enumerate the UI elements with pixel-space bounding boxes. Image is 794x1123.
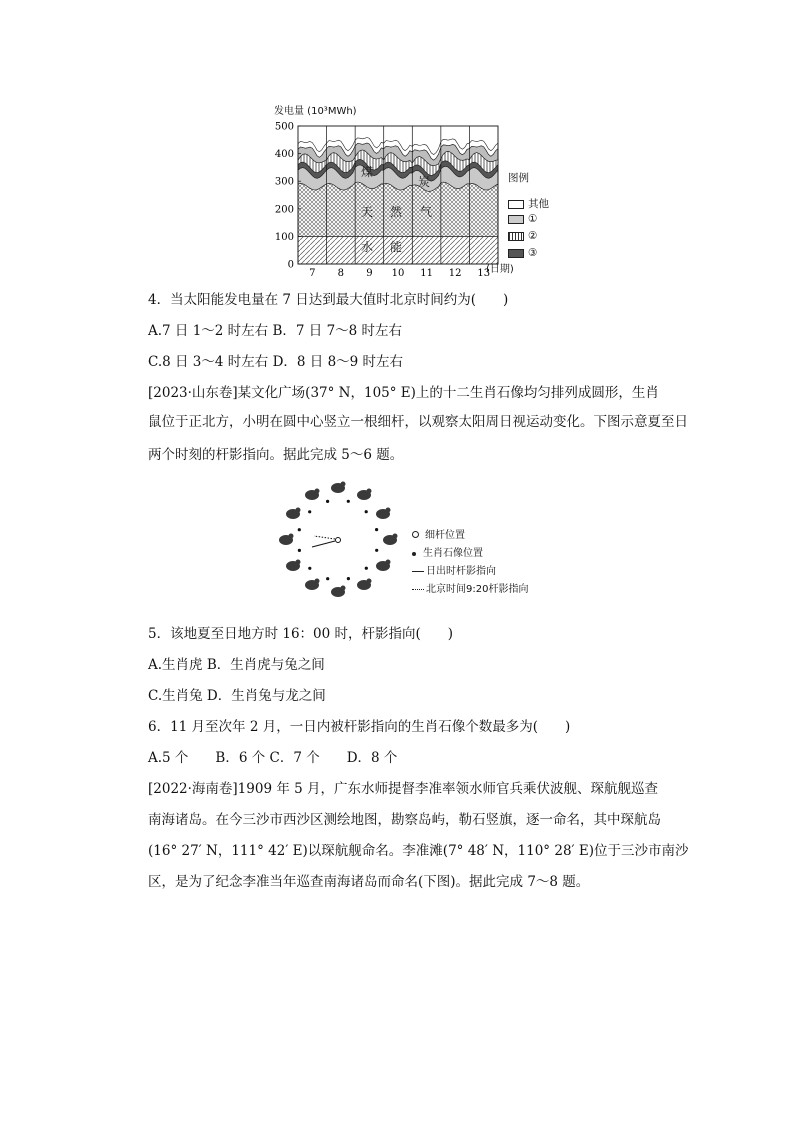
x-tick-label: 8	[337, 268, 345, 279]
area-label: 炭	[417, 175, 431, 189]
statue-dot	[347, 577, 350, 580]
zodiac-legend-pole: 细杆位置	[412, 526, 465, 541]
legend-item-other: 其他	[508, 196, 549, 211]
q6-options: A.5 个 B．6 个 C．7 个 D．8 个	[148, 750, 398, 766]
statue-dot	[308, 510, 311, 513]
zodiac-animal-head	[315, 579, 320, 584]
zodiac-animal-head	[393, 534, 398, 539]
legend-item-1: ①	[508, 213, 537, 225]
x-tick-label: 7	[309, 268, 316, 279]
shadow-920	[314, 536, 335, 539]
zodiac-legend-statue: 生肖石像位置	[412, 544, 483, 559]
q5-options-cd: C.生肖兔 D．生肖兔与龙之间	[148, 688, 326, 704]
area-label: 水	[360, 240, 374, 254]
x-tick-label: 10	[391, 268, 405, 279]
zodiac-legend-sunrise: 日出时杆影指向	[412, 562, 496, 577]
area-label: 天	[360, 205, 374, 219]
statue-dot	[375, 549, 378, 552]
area-label: 然	[389, 205, 403, 219]
pole-position	[336, 538, 341, 543]
statue-dot	[365, 510, 368, 513]
zodiac-figure	[270, 476, 410, 606]
y-tick-label: 100	[274, 231, 294, 243]
y-tick-label: 0	[287, 259, 294, 271]
q4-options-cd: C.8 日 3～4 时左右 D．8 日 8～9 时左右	[148, 354, 404, 370]
zodiac-svg	[270, 476, 410, 606]
x-tick-label: 11	[420, 268, 433, 279]
legend-item-2: ②	[508, 230, 537, 242]
x-tick-label: 12	[448, 268, 462, 279]
zodiac-animal-head	[296, 508, 301, 513]
area-label: 煤	[360, 165, 374, 179]
y-tick-label: 400	[274, 149, 294, 161]
zodiac-animal-head	[341, 586, 346, 591]
zodiac-animal-head	[367, 489, 372, 494]
q6-stem: 6．11 月至次年 2 月，一日内被杆影指向的生肖石像个数最多为( )	[148, 719, 571, 735]
x-tick-label: 13	[477, 268, 491, 279]
y-tick-label: 300	[274, 176, 294, 188]
area-label: 气	[419, 205, 433, 219]
intro2023-line1: [2023·山东卷]某文化广场(37° N，105° E)上的十二生肖石像均匀排列成圆形，生肖	[148, 385, 659, 401]
zodiac-animal-head	[386, 508, 391, 513]
intro2022-line2: 南海诸岛。在今三沙市西沙区测绘地图，勘察岛屿，勒石竖旗，逐一命名，其中琛航岛	[148, 812, 661, 828]
sunrise-shadow	[312, 541, 335, 547]
intro2022-line3: (16° 27′ N，111° 42′ E)以琛航舰命名。李准滩(7° 48′ N，110° 28′ E)位于三沙市南沙	[148, 843, 689, 859]
intro2022-line1: [2022·海南卷]1909 年 5 月，广东水师提督李准率领水师官兵乘伏波舰、琛航舰巡查	[148, 781, 658, 797]
q4-options-ab: A.7 日 1～2 时左右 B．7 日 7～8 时左右	[148, 323, 403, 339]
legend-item-3: ③	[508, 247, 537, 259]
zodiac-animal-head	[386, 560, 391, 565]
statue-dot	[326, 500, 329, 503]
zodiac-animal-head	[341, 482, 346, 487]
zodiac-animal-head	[289, 534, 294, 539]
y-tick-label: 200	[274, 204, 294, 216]
x-unit-label: (日期)	[486, 264, 514, 275]
y-axis-title: 发电量 (10³MWh)	[274, 106, 357, 117]
zodiac-animal-head	[296, 560, 301, 565]
statue-dot	[298, 549, 301, 552]
legend-title: 图例	[508, 172, 529, 184]
statue-dot	[298, 528, 301, 531]
statue-dot	[308, 567, 311, 570]
q4-stem: 4．当太阳能发电量在 7 日达到最大值时北京时间约为( )	[148, 292, 509, 308]
intro2023-line2: 鼠位于正北方，小明在圆中心竖立一根细杆，以观察太阳周日视运动变化。下图示意夏至日	[148, 414, 688, 430]
statue-dot	[375, 528, 378, 531]
zodiac-legend-920: 北京时间9:20杆影指向	[412, 580, 528, 595]
zodiac-animal-head	[367, 579, 372, 584]
zodiac-animal-head	[315, 489, 320, 494]
intro2023-line3: 两个时刻的杆影指向。据此完成 5～6 题。	[148, 447, 404, 463]
q5-options-ab: A.生肖虎 B．生肖虎与兔之间	[148, 657, 325, 673]
statue-dot	[347, 500, 350, 503]
statue-dot	[326, 577, 329, 580]
y-tick-label: 500	[274, 121, 294, 133]
area-label: 能	[389, 240, 403, 254]
statue-dot	[365, 567, 368, 570]
q5-stem: 5．该地夏至日地方时 16：00 时，杆影指向( )	[148, 626, 454, 642]
x-tick-label: 9	[366, 268, 373, 279]
intro2022-line4: 区，是为了纪念李准当年巡查南海诸岛而命名(下图)。据此完成 7～8 题。	[148, 874, 590, 890]
